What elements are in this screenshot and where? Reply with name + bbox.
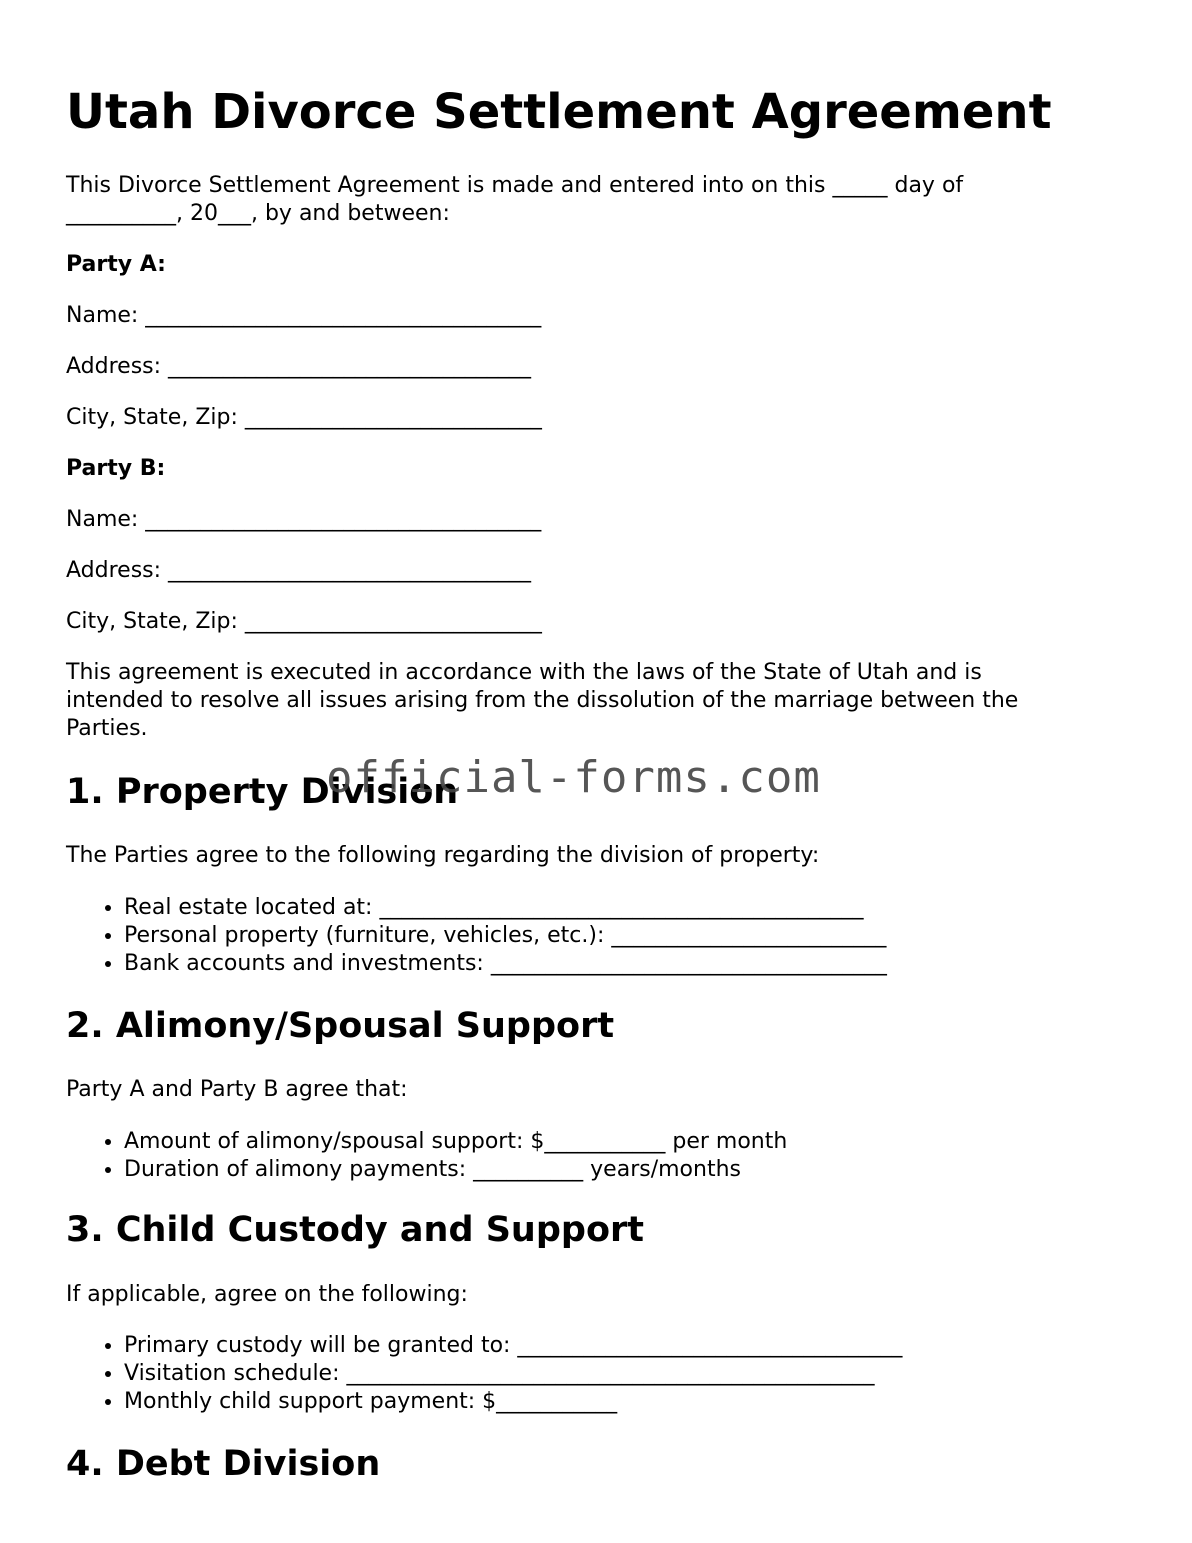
section-2-heading: 2. Alimony/Spousal Support: [66, 1006, 615, 1046]
list-item-primary-custody[interactable]: • Primary custody will be granted to: ___________________________________: [124, 1332, 902, 1360]
list-item-bank-accounts[interactable]: • Bank accounts and investments: ____________________________________: [124, 950, 887, 978]
section-1-intro: The Parties agree to the following regarding the division of property:: [66, 843, 820, 868]
list-item-visitation-schedule[interactable]: • Visitation schedule: ________________________________________________: [124, 1360, 902, 1388]
party-b-name-field[interactable]: Name: ____________________________________: [66, 507, 542, 532]
section-1-heading: 1. Property Division: [66, 772, 459, 812]
section-1-list: [66, 894, 887, 978]
section-3-intro: If applicable, agree on the following:: [66, 1282, 468, 1307]
party-a-city-field[interactable]: City, State, Zip: ___________________________: [66, 405, 542, 430]
list-item-real-estate[interactable]: • Real estate located at: ____________________________________________: [124, 894, 887, 922]
party-b-address-field[interactable]: Address: _________________________________: [66, 558, 532, 583]
section-2-list: [66, 1128, 787, 1184]
section-4-heading: 4. Debt Division: [66, 1444, 381, 1484]
party-a-address-field[interactable]: Address: _________________________________: [66, 354, 532, 379]
party-b-city-field[interactable]: City, State, Zip: ___________________________: [66, 609, 542, 634]
watermark-text: official-forms.com: [326, 752, 821, 803]
executed-paragraph: This agreement is executed in accordance with the laws of the State of Utah and is intended to resolve all issues arising from the dissolution of the marriage between the Parties.: [66, 660, 1019, 741]
intro-line-2: __________, 20___, by and between:: [66, 201, 450, 226]
party-a-heading-text: Party A:: [66, 252, 166, 277]
section-3-heading: 3. Child Custody and Support: [66, 1210, 644, 1250]
intro-line-1: This Divorce Settlement Agreement is made and entered into on this _____ day of: [66, 173, 964, 198]
party-b-heading-text: Party B:: [66, 456, 166, 481]
list-item-personal-property[interactable]: • Personal property (furniture, vehicles, etc.): _________________________: [124, 922, 887, 950]
party-a-heading: [66, 251, 166, 279]
section-3-list: [66, 1332, 902, 1416]
list-item-alimony-duration[interactable]: • Duration of alimony payments: __________ years/months: [124, 1156, 787, 1184]
list-item-child-support[interactable]: • Monthly child support payment: $___________: [124, 1388, 902, 1416]
section-2-intro: Party A and Party B agree that:: [66, 1077, 408, 1102]
list-item-alimony-amount[interactable]: • Amount of alimony/spousal support: $___________ per month: [124, 1128, 787, 1156]
page-title: Utah Divorce Settlement Agreement: [66, 84, 1052, 140]
party-b-heading: [66, 455, 165, 483]
party-a-name-field[interactable]: Name: ____________________________________: [66, 303, 542, 328]
